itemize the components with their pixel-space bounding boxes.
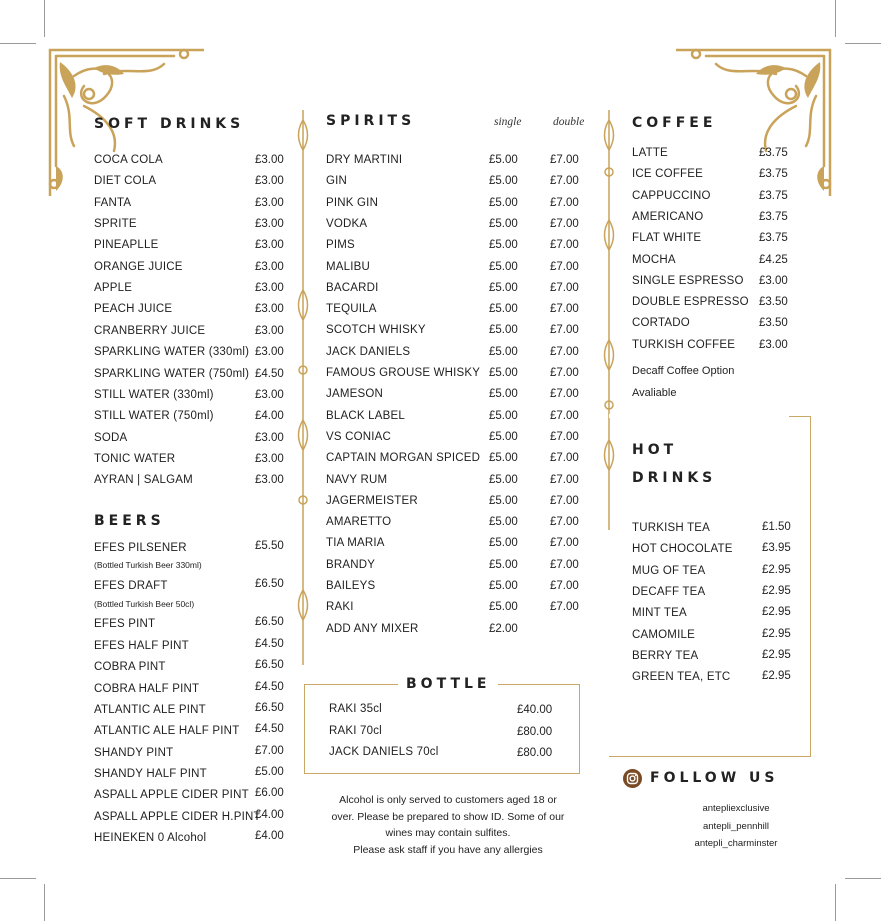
menu-item-name: PEACH JUICE — [94, 303, 173, 316]
menu-item-price: £2.95 — [762, 648, 791, 661]
menu-item-price-single: £5.00 — [489, 175, 518, 188]
menu-item-price: £3.00 — [255, 154, 284, 166]
menu-item-price: £3.95 — [762, 542, 791, 555]
menu-item-price: £3.00 — [255, 324, 284, 337]
menu-item-name: FANTA — [94, 196, 132, 209]
disclaimer-line-4: Please ask staff if you have any allergies — [353, 843, 543, 856]
menu-item-price: £3.00 — [255, 346, 284, 359]
menu-item-price-single: £5.00 — [489, 260, 518, 273]
menu-item-name: AMERICANO — [632, 210, 704, 223]
menu-item-name: JACK DANIELS — [326, 345, 411, 358]
menu-item-price: £6.00 — [255, 787, 284, 799]
menu-item-name: BERRY TEA — [632, 649, 699, 662]
menu-item-price-double: £7.00 — [550, 388, 579, 401]
menu-item-price-double: £7.00 — [550, 409, 579, 422]
menu-item-price-single: £5.00 — [489, 281, 518, 294]
menu-item-price-double: £7.00 — [550, 217, 579, 230]
menu-item-price: £3.00 — [255, 260, 284, 273]
spirits-double-header: double — [553, 116, 585, 128]
menu-item-price: £2.95 — [762, 584, 791, 597]
menu-item-name: HEINEKEN 0 Alcohol — [94, 832, 207, 844]
menu-item-price-double: £7.00 — [550, 324, 579, 337]
menu-item-name: JACK DANIELS 70cl — [329, 746, 439, 758]
menu-item-name: NAVY RUM — [326, 473, 388, 486]
menu-item-name: CAMOMILE — [632, 628, 695, 641]
menu-item-price-single: £5.00 — [489, 388, 518, 401]
disclaimer-line-3: wines may contain sulfites. — [385, 827, 511, 839]
menu-item-name: CAPPUCCINO — [632, 189, 711, 202]
menu-item-price: £7.00 — [255, 745, 284, 757]
menu-item-name: ATLANTIC ALE HALF PINT — [94, 725, 240, 737]
menu-item-price-single: £5.00 — [489, 303, 518, 316]
menu-item-name: COBRA PINT — [94, 661, 166, 673]
menu-item-name: ASPALL APPLE CIDER PINT — [94, 789, 249, 801]
menu-item-price: £4.50 — [255, 638, 284, 650]
menu-item-price-double: £7.00 — [550, 537, 579, 550]
social-account[interactable]: antepli_charminster — [694, 838, 778, 849]
menu-item-name: SPARKLING WATER (330ml) — [94, 346, 250, 359]
decaff-note-line-2: Avaliable — [632, 387, 677, 399]
menu-item-price-double: £7.00 — [550, 452, 579, 465]
menu-item-price: £3.00 — [255, 431, 284, 444]
menu-item-name: PIMS — [326, 239, 355, 252]
menu-item-name: TURKISH COFFEE — [632, 338, 736, 351]
menu-item-name: COBRA HALF PINT — [94, 683, 200, 695]
social-account[interactable]: antepli_pennhill — [702, 820, 770, 832]
menu-item-name: RAKI — [326, 601, 354, 614]
menu-item-price: £4.00 — [255, 830, 284, 842]
menu-item-price-single: £5.00 — [489, 367, 518, 379]
menu-item-price: £2.95 — [762, 563, 791, 576]
menu-item-price-single: £5.00 — [489, 239, 518, 252]
menu-item-name: LATTE — [632, 147, 668, 159]
menu-item-price-double: £7.00 — [550, 558, 579, 571]
menu-item-price: £3.50 — [759, 317, 788, 330]
menu-item-price: £2.95 — [762, 606, 791, 619]
menu-item-price-single: £5.00 — [489, 217, 518, 230]
menu-item-price: £3.75 — [759, 168, 788, 181]
menu-item-price: £3.00 — [255, 175, 284, 188]
menu-item-price-double: £7.00 — [550, 430, 579, 443]
coffee-heading: COFFEE — [632, 115, 717, 131]
menu-item-price: £6.50 — [255, 702, 284, 714]
menu-item-name: JAMESON — [326, 388, 383, 401]
menu-item-price-double: £7.00 — [550, 281, 579, 294]
menu-item-name: GREEN TEA, ETC — [632, 671, 731, 684]
menu-item-name: ICE COFFEE — [632, 168, 704, 181]
menu-item-name: TEQUILA — [326, 303, 377, 316]
menu-item-price-double: £7.00 — [550, 516, 579, 529]
menu-item-price: £3.00 — [759, 274, 788, 287]
menu-item-price-double: £7.00 — [550, 580, 579, 592]
disclaimer-line-1: Alcohol is only served to customers aged 18 or — [339, 794, 557, 806]
menu-item-price: £3.75 — [759, 210, 788, 223]
menu-item-price: £5.00 — [255, 766, 284, 778]
menu-item-name: EFES HALF PINT — [94, 640, 189, 652]
menu-item-name: SCOTCH WHISKY — [326, 324, 426, 337]
menu-item-name: COCA COLA — [94, 154, 163, 166]
divider-left — [296, 110, 310, 665]
menu-item-price-single: £5.00 — [489, 601, 518, 614]
menu-item-price-single: £5.00 — [489, 580, 518, 592]
menu-item-description: (Bottled Turkish Beer 50cl) — [94, 599, 195, 609]
menu-item-name: VODKA — [326, 217, 368, 230]
hot-drinks-heading-line-2: DRINKS — [632, 470, 717, 486]
menu-item-price-single: £5.00 — [489, 196, 518, 209]
instagram-icon[interactable] — [623, 769, 642, 788]
menu-item-name: MOCHA — [632, 253, 676, 266]
menu-item-name: SHANDY PINT — [94, 747, 174, 759]
menu-item-name: ASPALL APPLE CIDER H.PINT — [94, 811, 261, 823]
menu-item-name: ADD ANY MIXER — [326, 622, 419, 635]
disclaimer-line-2: over. Please be prepared to show ID. Some of our — [331, 810, 565, 823]
menu-item-price-single: £5.00 — [489, 154, 518, 166]
menu-item-name: DOUBLE ESPRESSO — [632, 296, 749, 309]
menu-item-price-double: £7.00 — [550, 494, 579, 507]
menu-item-price: £3.00 — [255, 282, 284, 295]
spirits-single-header: single — [494, 116, 522, 128]
alcohol-disclaimer — [305, 792, 591, 858]
menu-item-price: £6.50 — [255, 578, 284, 590]
social-account[interactable]: antepliexclusive — [702, 803, 770, 814]
menu-item-name: BLACK LABEL — [326, 409, 405, 422]
menu-item-name: EFES PILSENER — [94, 542, 187, 554]
menu-item-name: RAKI 35cl — [329, 703, 382, 715]
menu-item-name: BAILEYS — [326, 580, 376, 592]
menu-item-price-single: £2.00 — [489, 622, 518, 635]
menu-item-price: £3.75 — [759, 189, 788, 202]
menu-item-price: £4.25 — [759, 253, 788, 266]
menu-item-price-single: £5.00 — [489, 430, 518, 443]
menu-item-price-double: £7.00 — [550, 239, 579, 252]
menu-item-name: AMARETTO — [326, 516, 392, 529]
bottle-heading: BOTTLE — [398, 676, 498, 692]
menu-item-name: STILL WATER (330ml) — [94, 388, 214, 401]
menu-item-price: £6.50 — [255, 659, 284, 671]
menu-item-price: £4.50 — [255, 367, 284, 380]
menu-item-name: CORTADO — [632, 317, 690, 330]
menu-item-price-double: £7.00 — [550, 303, 579, 316]
menu-item-name: DECAFF TEA — [632, 585, 706, 598]
menu-item-price: £3.00 — [255, 218, 284, 231]
menu-item-description: (Bottled Turkish Beer 330ml) — [94, 560, 202, 570]
menu-item-name: AYRAN | SALGAM — [94, 474, 193, 487]
menu-item-price: £4.00 — [255, 809, 284, 821]
menu-item-price-double: £7.00 — [550, 175, 579, 188]
menu-item-price-single: £5.00 — [489, 537, 518, 550]
menu-item-name: STILL WATER (750ml) — [94, 410, 214, 423]
menu-item-price-single: £5.00 — [489, 558, 518, 571]
menu-item-name: CAPTAIN MORGAN SPICED — [326, 452, 481, 465]
menu-item-name: TONIC WATER — [94, 452, 176, 465]
menu-item-price: £3.75 — [759, 147, 788, 159]
menu-item-price: £6.50 — [255, 616, 284, 628]
menu-item-name: CRANBERRY JUICE — [94, 324, 206, 337]
menu-item-price: £4.50 — [255, 723, 284, 735]
soft-drinks-heading: SOFT DRINKS — [94, 116, 245, 132]
beers-heading: BEERS — [94, 513, 165, 529]
menu-item-price: £2.95 — [762, 670, 791, 683]
menu-item-price: £3.00 — [255, 196, 284, 209]
menu-item-price-single: £5.00 — [489, 324, 518, 337]
menu-item-price: £3.50 — [759, 296, 788, 309]
menu-item-name: VS CONIAC — [326, 430, 392, 443]
menu-item-name: SPARKLING WATER (750ml) — [94, 367, 250, 380]
menu-item-name: MALIBU — [326, 260, 371, 273]
menu-item-price: £3.00 — [255, 303, 284, 316]
decaff-note-line-1: Decaff Coffee Option — [632, 365, 735, 377]
menu-item-name: MUG OF TEA — [632, 564, 706, 577]
menu-item-price-double: £7.00 — [550, 154, 579, 166]
hot-drinks-heading-line-1: HOT — [632, 442, 678, 458]
menu-item-price: £3.00 — [255, 474, 284, 487]
menu-item-price: £80.00 — [517, 747, 553, 759]
follow-us-heading: FOLLOW US — [650, 770, 779, 786]
menu-item-price: £3.00 — [255, 239, 284, 252]
menu-item-name: TIA MARIA — [326, 537, 385, 550]
menu-item-name: DIET COLA — [94, 175, 157, 188]
spirits-heading: SPIRITS — [326, 113, 416, 129]
menu-item-name: SHANDY HALF PINT — [94, 768, 207, 780]
menu-item-price-single: £5.00 — [489, 409, 518, 422]
menu-item-price-double: £7.00 — [550, 196, 579, 209]
menu-item-name: DRY MARTINI — [326, 154, 403, 166]
menu-item-price-single: £5.00 — [489, 452, 518, 465]
menu-item-name: BACARDI — [326, 281, 379, 294]
menu-item-price-single: £5.00 — [489, 345, 518, 358]
menu-item-price-single: £5.00 — [489, 473, 518, 486]
menu-item-price: £4.50 — [255, 681, 284, 693]
menu-item-name: GIN — [326, 175, 348, 188]
menu-item-price-double: £7.00 — [550, 367, 579, 379]
menu-item-price: £3.00 — [255, 452, 284, 465]
menu-item-price-single: £5.00 — [489, 494, 518, 507]
menu-item-name: APPLE — [94, 282, 133, 295]
menu-item-price-double: £7.00 — [550, 260, 579, 273]
menu-item-name: RAKI 70cl — [329, 724, 382, 737]
menu-item-price: £3.75 — [759, 232, 788, 245]
menu-item-name: BRANDY — [326, 558, 376, 571]
menu-item-price: £40.00 — [517, 704, 553, 716]
menu-item-price: £5.50 — [255, 540, 284, 552]
social-accounts — [636, 800, 836, 853]
menu-item-name: SINGLE ESPRESSO — [632, 274, 744, 287]
menu-item-price: £3.00 — [759, 338, 788, 351]
menu-item-name: FAMOUS GROUSE WHISKY — [326, 367, 481, 379]
menu-item-price: £80.00 — [517, 725, 553, 738]
menu-item-name: TURKISH TEA — [632, 522, 711, 534]
menu-item-price: £2.95 — [762, 627, 791, 640]
menu-item-price-double: £7.00 — [550, 601, 579, 614]
menu-item-price: £3.00 — [255, 388, 284, 401]
menu-item-price-double: £7.00 — [550, 473, 579, 486]
menu-item-name: PINK GIN — [326, 196, 379, 209]
menu-item-name: JAGERMEISTER — [326, 494, 418, 507]
menu-item-price: £1.50 — [762, 521, 791, 533]
menu-item-name: FLAT WHITE — [632, 232, 702, 245]
menu-item-name: SPRITE — [94, 218, 137, 231]
menu-item-name: ORANGE JUICE — [94, 260, 183, 273]
menu-item-name: HOT CHOCOLATE — [632, 543, 733, 556]
menu-item-name: SODA — [94, 431, 128, 444]
menu-item-name: ATLANTIC ALE PINT — [94, 704, 206, 716]
menu-item-name: PINEAPLLE — [94, 239, 159, 252]
menu-item-name: EFES DRAFT — [94, 580, 168, 592]
menu-item-name: EFES PINT — [94, 618, 156, 630]
menu-item-name: MINT TEA — [632, 607, 687, 620]
menu-item-price: £4.00 — [255, 410, 284, 423]
menu-item-price-single: £5.00 — [489, 516, 518, 529]
menu-item-price-double: £7.00 — [550, 345, 579, 358]
